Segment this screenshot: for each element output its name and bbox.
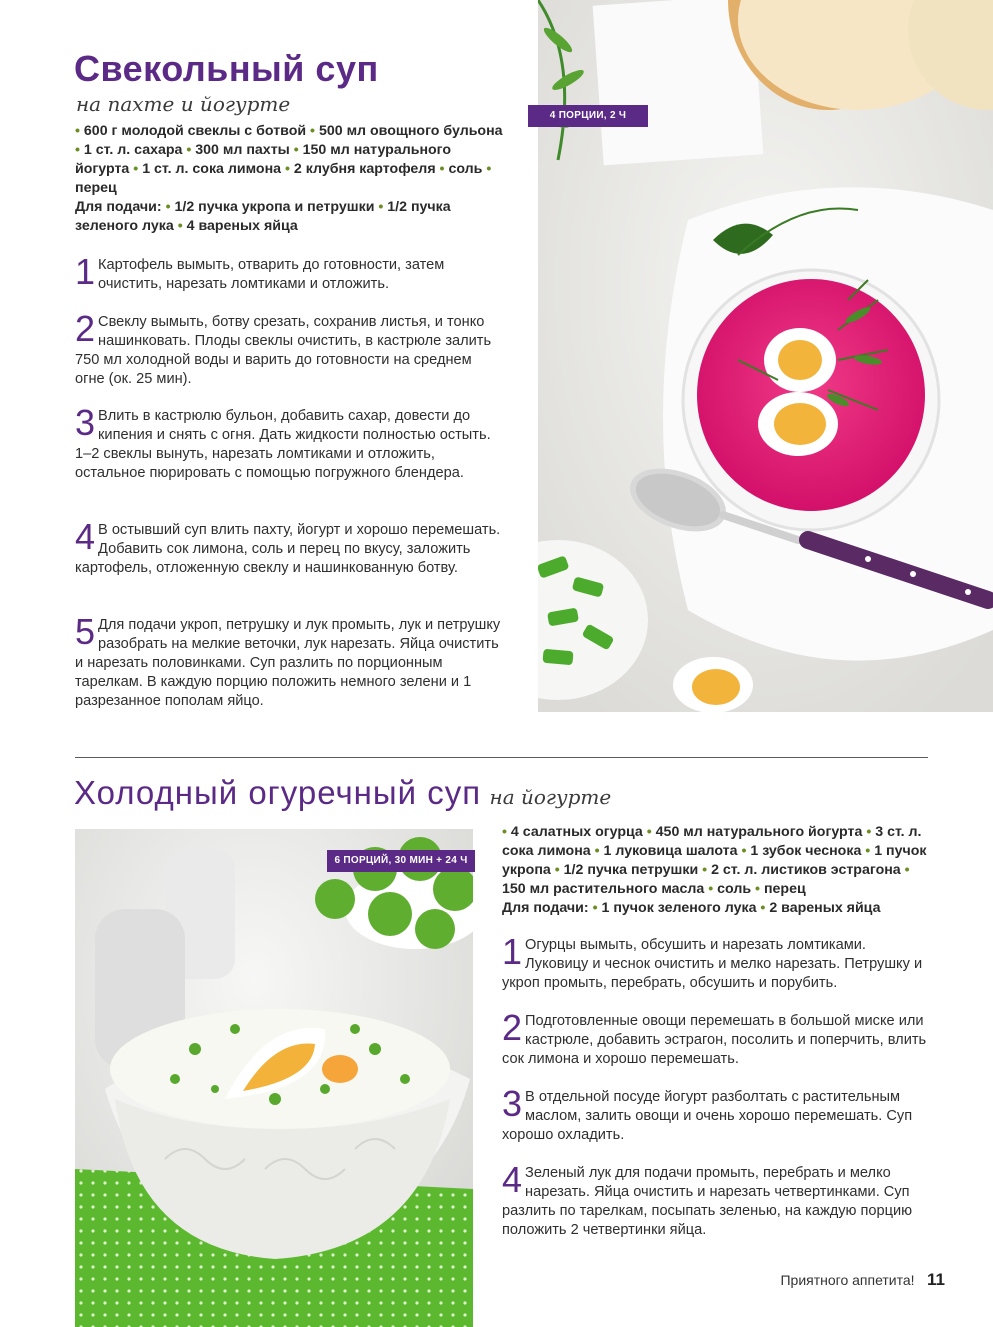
bullet: • — [482, 161, 492, 177]
cucumber-soup-photo — [75, 829, 473, 1327]
bullet: • — [592, 900, 602, 916]
bullet: • — [704, 881, 718, 897]
recipe2-title: Холодный огуречный суп — [74, 774, 482, 811]
step-number: 2 — [75, 308, 96, 349]
ingredient-item: 500 мл овощного бульона — [318, 123, 503, 139]
serving-item: 1/2 пучка зеленого лука — [75, 199, 451, 234]
cucumber-soup-illustration — [75, 829, 473, 1327]
bullet: • — [182, 142, 196, 158]
ingredient-item: 1 зубок чеснока — [750, 843, 862, 859]
step-number: 2 — [502, 1007, 523, 1048]
ingredient-item: 600 г молодой свеклы с ботвой — [83, 123, 307, 139]
ingredient-item: 150 мл растительного масла — [502, 881, 705, 897]
recipe2-subtitle: на йогурте — [489, 785, 612, 809]
recipe1-subtitle: на пахте и йогурте — [76, 92, 291, 116]
bullet: • — [173, 218, 187, 234]
serving-item: 4 вареных яйца — [186, 218, 298, 234]
recipe1-step — [75, 402, 503, 483]
recipe1-title: Свекольный суп — [74, 48, 379, 89]
bullet: • — [862, 824, 876, 840]
footer-slogan: Приятного аппетита! — [780, 1272, 915, 1288]
step-number: 4 — [75, 516, 96, 557]
recipe2-step — [502, 1159, 930, 1240]
bullet: • — [289, 142, 303, 158]
page-number: 11 — [927, 1270, 945, 1289]
bullet: • — [900, 862, 910, 878]
bullet: • — [75, 142, 84, 158]
serving-item: 1 пучок зеленого лука — [601, 900, 757, 916]
bullet: • — [75, 123, 84, 139]
serving-item: 1/2 пучка укропа и петрушки — [174, 199, 375, 215]
recipe2-step — [502, 931, 930, 993]
bullet: • — [698, 862, 712, 878]
step-number: 3 — [75, 402, 96, 443]
bullet: • — [129, 161, 143, 177]
ingredient-item: соль — [717, 881, 752, 897]
step-text: Для подачи укроп, петрушку и лук промыть, лук и петрушку разобрать на мелкие веточки, лук нарезать. Яйца очистить и нарезать половинками. Суп разлить по порционным тарелкам. В каждую порцию положить немного зелени и 1 разрезанное пополам яйцо. — [75, 617, 501, 709]
recipe1-step — [75, 611, 503, 711]
recipe1-ingredients: • 600 г молодой свеклы с ботвой • 500 мл овощного бульона • 1 ст. л. сахара • 300 мл пахты • 150 мл натурального йогурта • 1 ст. л. сока лимона • 2 клубня картофеля • соль • перец Для подачи: • 1/2 пучка укропа и петрушки • 1/2 пучка зеленого лука • 4 вареных яйца — [75, 123, 503, 234]
ingredient-item: перец — [763, 881, 806, 897]
bullet: • — [861, 843, 875, 859]
ingredient-item: 150 мл натурального йогурта — [75, 142, 452, 177]
ingredient-item: перец — [75, 180, 117, 196]
step-number: 1 — [502, 931, 523, 972]
step-number: 1 — [75, 251, 96, 292]
bullet: • — [281, 161, 294, 177]
recipe1-step — [75, 516, 503, 578]
step-text: В отдельной посуде йогурт разболтать с растительным маслом, залить овощи и очень хорошо перемешать. Суп хорошо охладить. — [502, 1089, 913, 1143]
step-text: Картофель вымыть, отварить до готовности, затем очистить, нарезать ломтиками и отложить. — [98, 257, 445, 292]
recipe2-heading — [74, 774, 611, 812]
bullet: • — [751, 881, 764, 897]
step-text: Свеклу вымыть, ботву срезать, сохранив листья, и тонко нашинковать. Плоды свеклы очистить, в кастрюле залить 750 мл холодной воды и варить до готовности на среднем огне (ок. 25 мин). — [75, 314, 492, 387]
ingredient-item: 450 мл натурального йогурта — [655, 824, 863, 840]
step-number: 4 — [502, 1159, 523, 1200]
ingredient-item: 1/2 пучка петрушки — [563, 862, 699, 878]
step-number: 3 — [502, 1083, 523, 1124]
ingredient-item: 4 салатных огурца — [510, 824, 643, 840]
recipe2-step — [502, 1007, 930, 1069]
step-text: В остывший суп влить пахту, йогурт и хорошо перемешать. Добавить сок лимона, соль и перец по вкусу, заложить картофель, отложенную свеклу и нашинкованную ботву. — [75, 522, 501, 576]
page-footer — [700, 1270, 945, 1290]
ingredient-item: 1 пучок укропа — [502, 843, 927, 878]
ingredient-item: 300 мл пахты — [195, 142, 290, 158]
recipe2-step — [502, 1083, 930, 1145]
ingredient-item: 1 ст. л. сахара — [83, 142, 183, 158]
ingredient-item: 3 ст. л. сока лимона — [502, 824, 922, 859]
bullet: • — [737, 843, 751, 859]
bullet: • — [642, 824, 656, 840]
ingredient-item: соль — [448, 161, 483, 177]
ingredient-item: 1 ст. л. сока лимона — [142, 161, 282, 177]
bullet: • — [306, 123, 319, 139]
ingredient-item: 1 луковица шалота — [603, 843, 738, 859]
step-text: Подготовленные овощи перемешать в большой миске или кастрюле, добавить эстрагон, посолить и поперчить, влить сок лимона и хорошо перемешать. — [502, 1013, 927, 1067]
ingredient-item: 2 ст. л. листиков эстрагона — [711, 862, 901, 878]
recipe2-ingredients: • 4 салатных огурца • 450 мл натурального йогурта • 3 ст. л. сока лимона • 1 луковица шалота • 1 зубок чеснока • 1 пучок укропа • 1/2 пучка петрушки • 2 ст. л. листиков эстрагона • 150 мл растительного масла • соль • перец Для подачи: • 1 пучок зеленого лука • 2 вареных яйца — [502, 824, 927, 916]
recipe1-step — [75, 251, 503, 294]
bullet: • — [756, 900, 770, 916]
recipe1-portion-tag: 4 ПОРЦИИ, 2 Ч — [528, 105, 648, 127]
section-divider — [75, 757, 928, 758]
serving-item: 2 вареных яйца — [769, 900, 881, 916]
bullet: • — [374, 199, 388, 215]
recipe2-portion-tag: 6 ПОРЦИЙ, 30 МИН + 24 Ч — [327, 850, 475, 872]
step-text: Влить в кастрюлю бульон, добавить сахар, довести до кипения и снять с огня. Дать жидкости полностью остыть. 1–2 свеклы вынуть, нарезать ломтиками и отложить, остальное пюрировать с помощью погружного блендера. — [75, 408, 491, 481]
bullet: • — [550, 862, 564, 878]
recipe1-step — [75, 308, 503, 389]
bullet: • — [502, 824, 511, 840]
bullet: • — [435, 161, 449, 177]
bullet: • — [590, 843, 604, 859]
step-text: Огурцы вымыть, обсушить и нарезать ломтиками. Луковицу и чеснок очистить и мелко нарезать. Петрушку и укроп промыть, перебрать, обсушить и порубить. — [502, 937, 923, 991]
step-number: 5 — [75, 611, 96, 652]
step-text: Зеленый лук для подачи промыть, перебрать и мелко нарезать. Яйца очистить и нарезать четвертинками. Суп разлить по тарелкам, посыпать зеленью, на каждую порцию положить 2 четвертинки яйца. — [502, 1165, 913, 1238]
bullet: • — [165, 199, 175, 215]
ingredient-item: 2 клубня картофеля — [293, 161, 436, 177]
